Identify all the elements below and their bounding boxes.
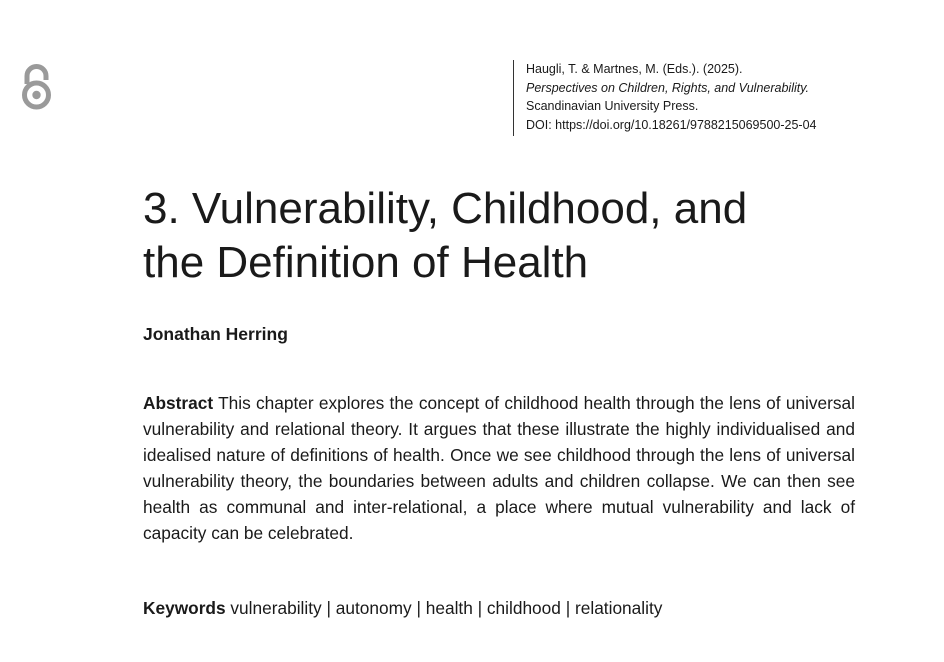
citation-block: [513, 60, 817, 136]
chapter-title-line-2: the Definition of Health: [143, 238, 589, 287]
abstract-text: This chapter explores the concept of childhood health through the lens of universal vulnerability and relational theory. It argues that these illustrate the highly individualised and idealised nature of definitions of health. Once we see childhood through the lens of universal vulnerability theory, the boundaries between adults and children collapse. We can then see health as communal and inter-relational, a place where mutual vulnerability and lack of capacity can be celebrated.: [143, 393, 855, 543]
abstract-label: Abstract: [143, 393, 214, 413]
open-access-icon: [20, 62, 53, 112]
abstract-paragraph: [143, 390, 855, 546]
keywords-line: [143, 595, 662, 621]
keywords-label: Keywords: [143, 598, 226, 618]
citation-doi[interactable]: DOI: https://doi.org/10.18261/9788215069500-25-04: [526, 117, 817, 132]
citation-publisher: Scandinavian University Press.: [526, 99, 699, 113]
chapter-title-line-1: 3. Vulnerability, Childhood, and: [143, 184, 748, 233]
author-name: Jonathan Herring: [143, 324, 288, 344]
citation-book-title: Perspectives on Children, Rights, and Vulnerability.: [526, 80, 810, 95]
chapter-title: [143, 182, 863, 290]
citation-editors: Haugli, T. & Martnes, M. (Eds.). (2025).: [526, 62, 743, 76]
keywords-text: vulnerability | autonomy | health | childhood | relationality: [230, 598, 663, 618]
